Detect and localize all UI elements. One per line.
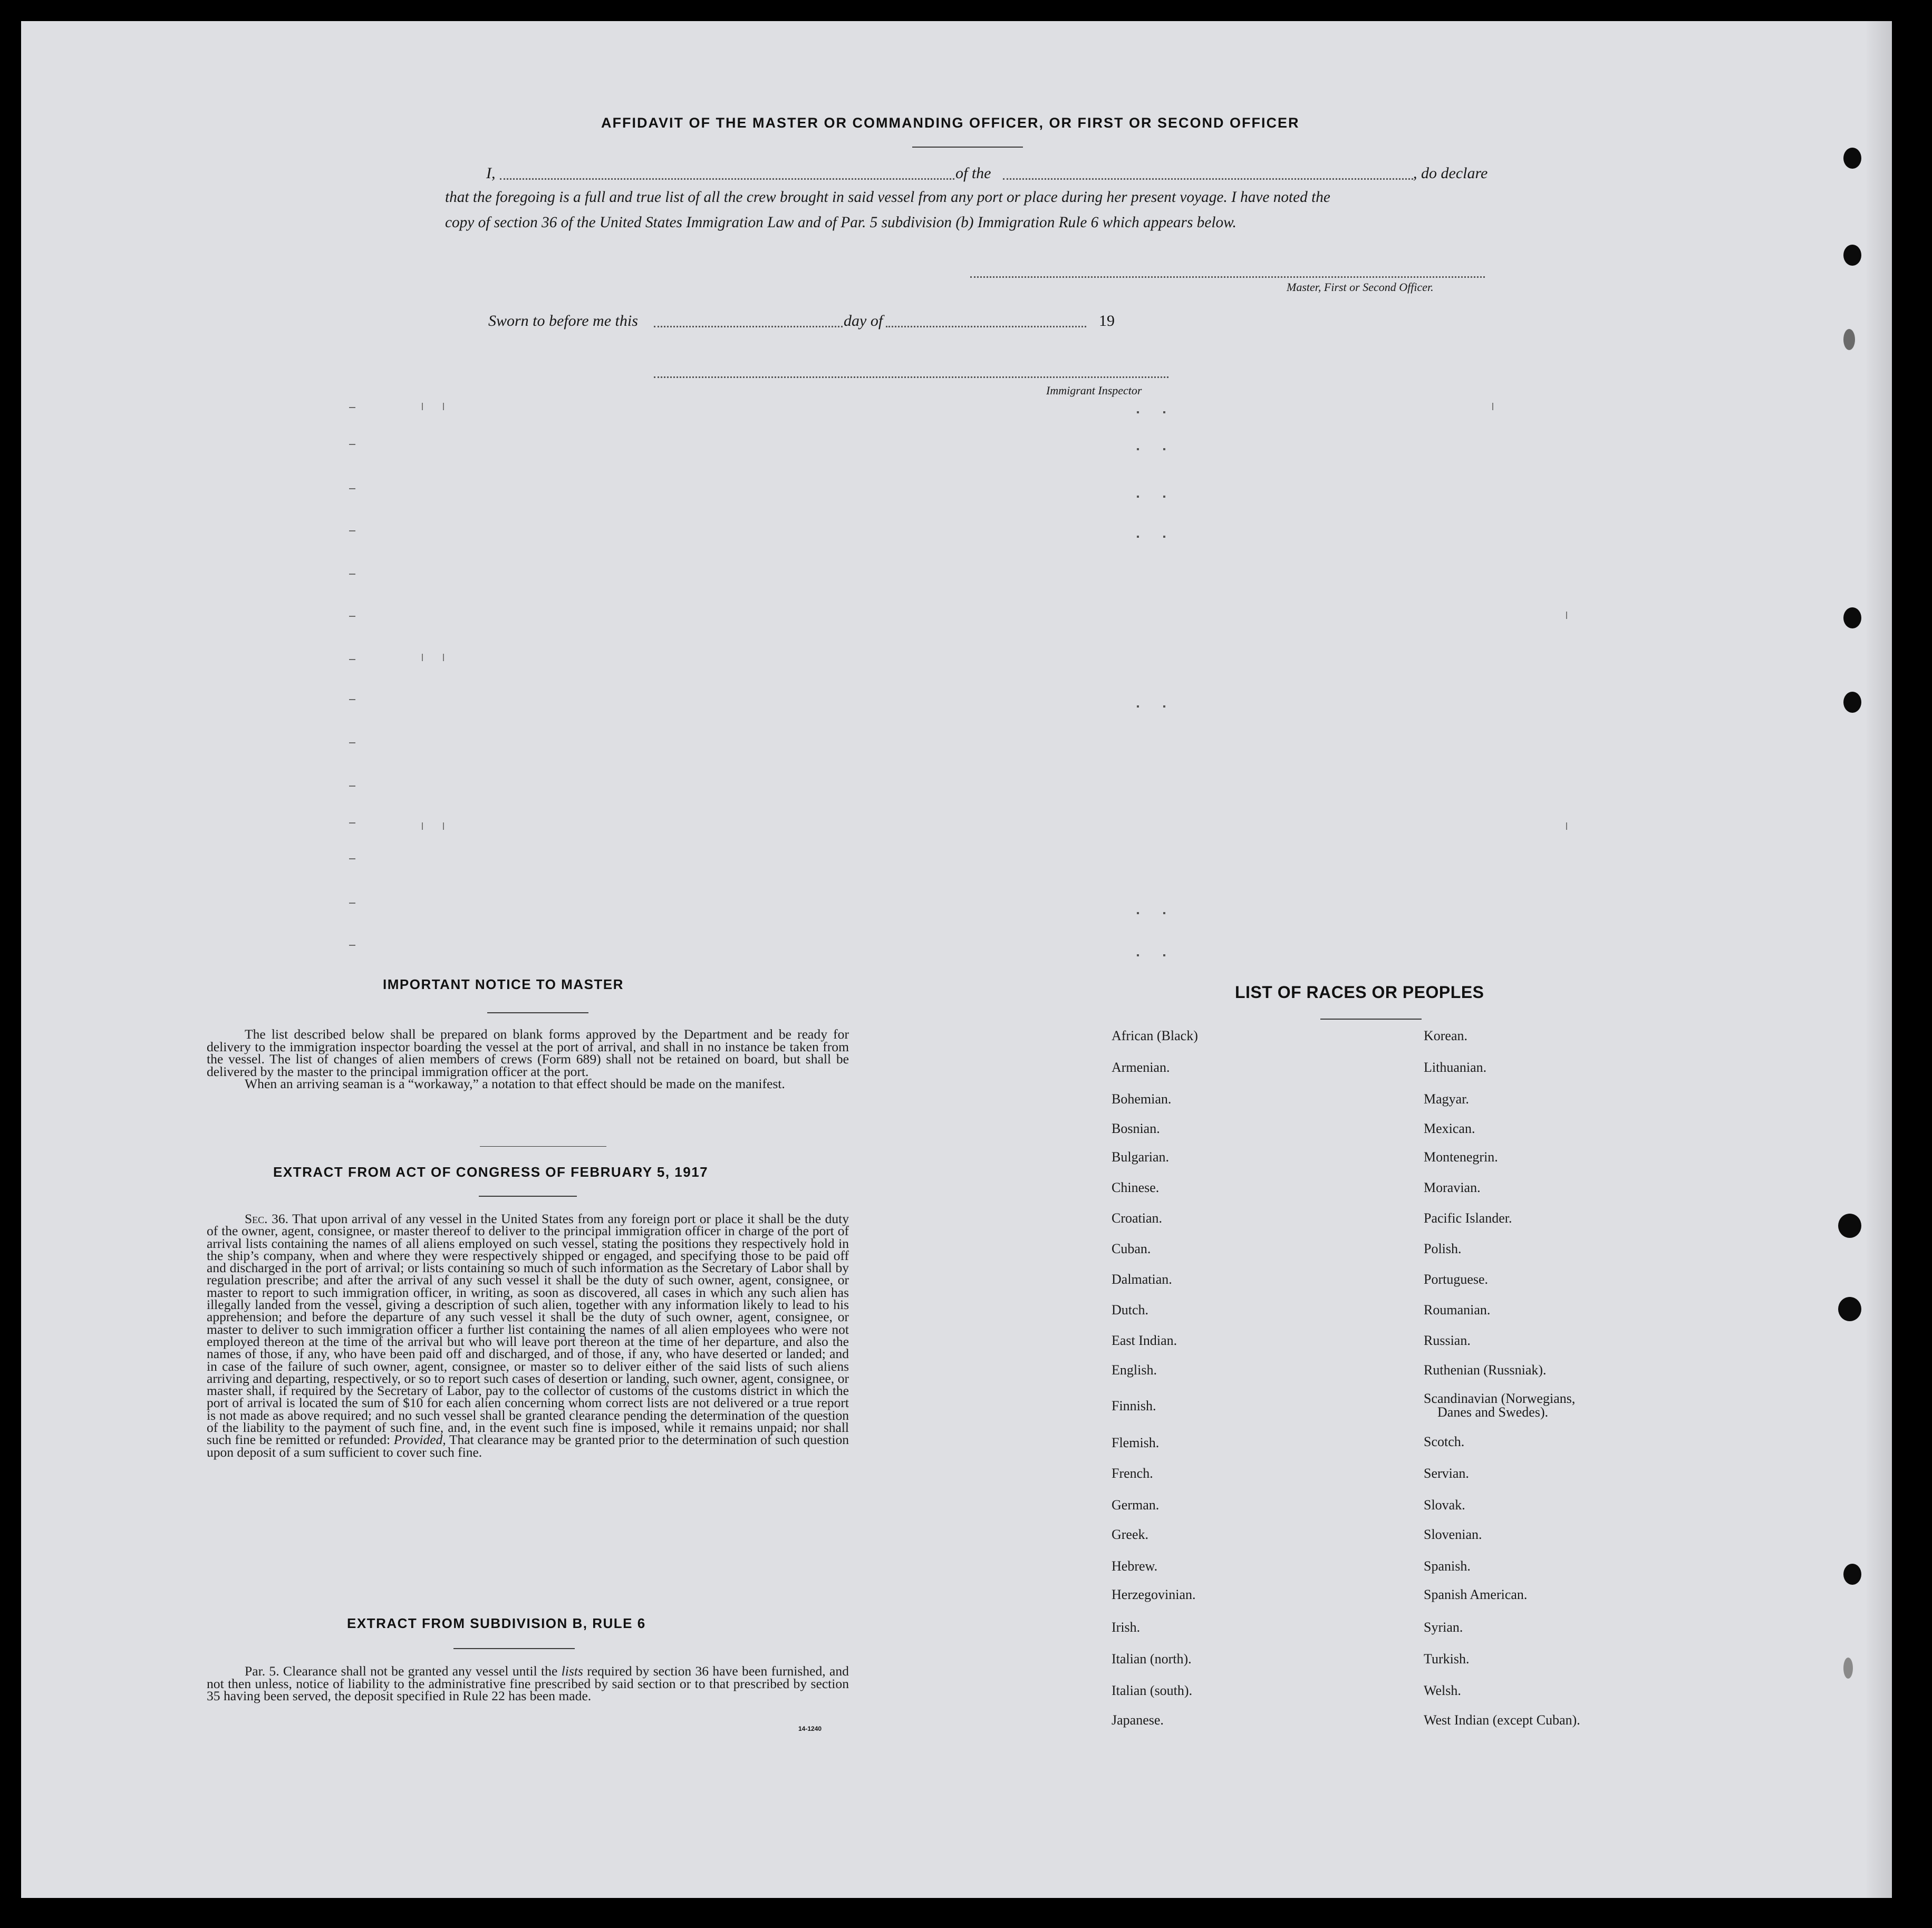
margin-mark <box>422 654 423 661</box>
punch-hole <box>1838 1214 1861 1238</box>
punch-hole <box>1838 1297 1861 1321</box>
race-right: Polish. <box>1424 1241 1462 1256</box>
punch-hole <box>1843 245 1861 266</box>
margin-mark <box>349 786 355 787</box>
margin-mark <box>349 903 355 904</box>
margin-mark <box>443 822 444 830</box>
margin-mark <box>349 444 355 445</box>
margin-mark <box>443 403 444 410</box>
margin-mark <box>1163 496 1165 498</box>
affidavit-title: AFFIDAVIT OF THE MASTER OR COMMANDING OFFICER, OR FIRST OR SECOND OFFICER <box>601 115 1300 131</box>
punch-hole <box>1843 1564 1861 1585</box>
race-right: Korean. <box>1424 1028 1468 1043</box>
race-left: Japanese. <box>1112 1712 1164 1728</box>
act-extract-rule <box>479 1196 577 1197</box>
margin-mark <box>1137 496 1139 498</box>
act-extract-title: EXTRACT FROM ACT OF CONGRESS OF FEBRUARY 5, 1917 <box>273 1164 709 1180</box>
vessel-name-field[interactable] <box>1003 178 1413 180</box>
race-right: Russian. <box>1424 1333 1471 1348</box>
race-left: Finnish. <box>1112 1398 1156 1413</box>
race-left: Dutch. <box>1112 1302 1149 1317</box>
notice-title: IMPORTANT NOTICE TO MASTER <box>383 976 624 992</box>
page-edge-shadow <box>1867 21 1892 1898</box>
sworn-month-field[interactable] <box>886 326 1086 327</box>
margin-mark <box>349 858 355 859</box>
punch-hole <box>1843 692 1861 713</box>
margin-mark <box>1566 612 1567 619</box>
margin-mark <box>1163 448 1165 450</box>
margin-mark <box>1163 536 1165 538</box>
race-right: Magyar. <box>1424 1091 1469 1107</box>
notice-body <box>207 1028 849 1090</box>
margin-mark <box>422 403 423 410</box>
race-right: Syrian. <box>1424 1620 1463 1635</box>
race-right: Ruthenian (Russniak). <box>1424 1362 1547 1378</box>
race-right: Spanish American. <box>1424 1587 1528 1602</box>
race-right: Slovenian. <box>1424 1527 1482 1542</box>
margin-mark <box>349 616 355 617</box>
race-right: Servian. <box>1424 1466 1469 1481</box>
margin-mark <box>349 742 355 743</box>
race-left: East Indian. <box>1112 1333 1177 1348</box>
sworn-line-mid: day of <box>844 312 883 330</box>
par-5-text: Par. 5. Clearance shall not be granted any vessel until the <box>245 1663 558 1679</box>
race-left: Greek. <box>1112 1527 1149 1542</box>
margin-mark <box>1163 954 1165 956</box>
race-right: Scandinavian (Norwegians, <box>1424 1391 1576 1406</box>
race-left: Croatian. <box>1112 1210 1163 1226</box>
race-left: Chinese. <box>1112 1180 1160 1195</box>
affidavit-title-rule <box>912 147 1023 148</box>
race-right: Welsh. <box>1424 1683 1461 1698</box>
rule-extract-rule <box>453 1648 575 1649</box>
race-right: Spanish. <box>1424 1558 1471 1574</box>
margin-mark <box>1137 536 1139 538</box>
punch-hole <box>1843 1658 1853 1679</box>
margin-mark <box>349 530 355 531</box>
race-left: African (Black) <box>1112 1028 1198 1043</box>
margin-mark <box>349 945 355 946</box>
margin-mark <box>349 407 355 408</box>
race-left: Italian (north). <box>1112 1651 1192 1667</box>
affidavit-line1-end: , do declare <box>1413 164 1488 182</box>
race-left: English. <box>1112 1362 1157 1378</box>
sworn-line-start: Sworn to before me this <box>488 312 638 330</box>
officer-signature-field[interactable] <box>970 276 1485 278</box>
race-left: Cuban. <box>1112 1241 1151 1256</box>
margin-mark <box>1163 912 1165 914</box>
race-left: Bosnian. <box>1112 1121 1160 1136</box>
margin-mark <box>349 822 355 823</box>
margin-mark <box>1163 705 1165 708</box>
par-5-text-end: required by section 36 have been furnished, and not then unless, notice of liability to the administrative fine prescribed by said section or to that prescribed by section 35 having been served, the deposit specified in Rule 22 has been made. <box>207 1663 849 1703</box>
race-right: Roumanian. <box>1424 1302 1491 1317</box>
signature-label: Master, First or Second Officer. <box>1287 280 1434 294</box>
master-name-field[interactable] <box>500 178 954 180</box>
margin-mark <box>1137 411 1139 413</box>
race-right: Montenegrin. <box>1424 1149 1498 1165</box>
notice-title-rule <box>487 1012 588 1013</box>
notice-paragraph-1: The list described below shall be prepared on blank forms approved by the Department and be ready for delivery to the immigration inspector boarding the vessel at the port of arrival, and shall in no instance be taken from the vessel. The list of changes of alien members of crews (Form 689) shall not be retained on board, but shall be delivered by the master to the principal immigration officer at the port. <box>207 1026 849 1079</box>
form-number: 14-1240 <box>798 1725 822 1732</box>
affidavit-line2: that the foregoing is a full and true list of all the crew brought in said vessel from any port or place during her present voyage. I have noted the <box>445 189 1330 206</box>
punch-hole <box>1843 607 1861 628</box>
race-left: Bulgarian. <box>1112 1149 1170 1165</box>
rule-extract-title: EXTRACT FROM SUBDIVISION B, RULE 6 <box>347 1615 646 1631</box>
act-extract-body <box>207 1213 849 1458</box>
margin-mark <box>422 822 423 830</box>
document-page <box>21 21 1892 1898</box>
affidavit-line1-mid: of the <box>955 164 991 182</box>
races-title: LIST OF RACES OR PEOPLES <box>1235 983 1484 1002</box>
margin-mark <box>1137 448 1139 450</box>
race-left: Dalmatian. <box>1112 1272 1172 1287</box>
race-right: Pacific Islander. <box>1424 1210 1512 1226</box>
punch-hole <box>1843 329 1855 350</box>
race-left: Flemish. <box>1112 1435 1160 1450</box>
race-right: Scotch. <box>1424 1434 1465 1449</box>
race-right: Moravian. <box>1424 1180 1481 1195</box>
race-left: Italian (south). <box>1112 1683 1193 1698</box>
lists-term: lists <box>561 1663 583 1679</box>
race-right: West Indian (except Cuban). <box>1424 1712 1580 1728</box>
inspector-label: Immigrant Inspector <box>1046 384 1142 397</box>
race-left: Armenian. <box>1112 1060 1170 1075</box>
margin-mark <box>349 574 355 575</box>
race-right: Portuguese. <box>1424 1272 1489 1287</box>
race-right: Lithuanian. <box>1424 1060 1487 1075</box>
race-left: Hebrew. <box>1112 1558 1158 1574</box>
affidavit-line3: copy of section 36 of the United States Immigration Law and of Par. 5 subdivision (b) Immigration Rule 6 which appears below. <box>445 214 1237 231</box>
sworn-year: 19 <box>1099 312 1115 330</box>
notice-paragraph-2: When an arriving seaman is a “workaway,” a notation to that effect should be made on the manifest. <box>245 1076 785 1091</box>
race-left: French. <box>1112 1466 1153 1481</box>
section-36-text-end: That clearance may be granted prior to the determination of such question upon deposit of a sum sufficient to cover such fine. <box>207 1432 849 1460</box>
margin-mark <box>1137 705 1139 708</box>
race-right: Slovak. <box>1424 1497 1465 1513</box>
affidavit-line1-start: I, <box>486 164 496 182</box>
inspector-signature-field[interactable] <box>654 376 1168 378</box>
margin-mark <box>1566 822 1567 830</box>
margin-mark <box>1163 411 1165 413</box>
rule-extract-body <box>207 1665 849 1702</box>
section-36-text: That upon arrival of any vessel in the United States from any foreign port or place it shall be the duty of the owner, agent, consignee, or master thereof to deliver to the principal immigration officer in charge of the port of arrival lists containing the names of all aliens employed on such vessel, stating the positions they respectively hold in the ship’s company, when and where they were respectively shipped or engaged, and specifying those to be paid off and discharged in the port of arrival; or lists containing so much of such information as the Secretary of Labor shall by regulation prescribe; and after the arrival of any such vessel it shall be the duty of such owner, agent, consignee, or master to report to such immigration officer, in writing, as soon as discovered, all cases in which any such alien has illegally landed from the vessel, giving a description of such alien, together with any information likely to lead to his apprehension; and before the departure of any such vessel it shall be the duty of such owner, agent, consignee, or master to deliver to such immigration officer a further list containing the names of all alien employees who were not employed thereon at the time of the arrival but who will leave port thereon at the time of her departure, and also the names of those, if any, who have been paid off and discharged, and of those, if any, who have deserted or landed; and in case of the failure of such owner, agent, consignee, or master so to deliver either of the said lists of such aliens arriving and departing, respectively, or so to report such cases of desertion or landing, such owner, agent, consignee, or master shall, if required by the Secretary of Labor, pay to the collector of customs of the customs district in which the port of arrival is located the sum of $10 for each alien concerning whom correct lists are not delivered or a true report is not made as above required; and no such vessel shall be granted clearance pending the determination of the question of the liability to the payment of such fine, and, in the event such fine is imposed, while it remains unpaid; nor shall such fine be remitted or refunded: <box>207 1211 849 1448</box>
race-right: Mexican. <box>1424 1121 1475 1136</box>
margin-mark <box>349 659 355 660</box>
margin-mark <box>1137 912 1139 914</box>
margin-mark <box>349 488 355 489</box>
margin-mark <box>1492 403 1493 410</box>
race-right: Danes and Swedes). <box>1437 1404 1549 1420</box>
sworn-day-field[interactable] <box>654 326 843 327</box>
provided-term: Provided, <box>393 1432 446 1448</box>
race-right: Turkish. <box>1424 1651 1470 1667</box>
race-left: Bohemian. <box>1112 1091 1172 1107</box>
margin-mark <box>443 654 444 661</box>
margin-mark <box>349 699 355 700</box>
section-label: Sec. 36. <box>245 1211 288 1226</box>
margin-mark <box>1137 954 1139 956</box>
punch-hole <box>1843 148 1861 169</box>
race-left: German. <box>1112 1497 1160 1513</box>
section-divider <box>480 1146 606 1147</box>
race-left: Herzegovinian. <box>1112 1587 1196 1602</box>
races-title-rule <box>1320 1019 1422 1020</box>
race-left: Irish. <box>1112 1620 1141 1635</box>
